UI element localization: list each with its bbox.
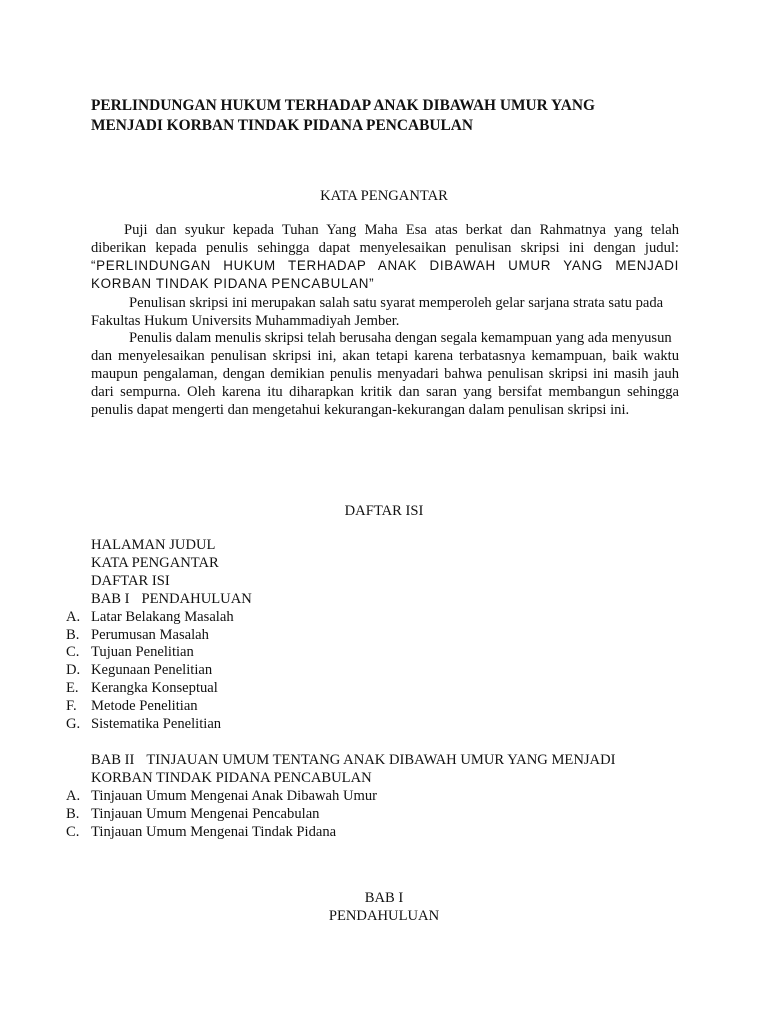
toc-subentry (66, 680, 706, 698)
chapter-heading-label: BAB I (364, 890, 404, 906)
paragraph-line: Penulis dalam menulis skripsi telah berusaha dengan segala kemampuan yang ada menyusun (129, 330, 672, 346)
paragraph-line: dan menyelesaikan penulisan skripsi ini, akan tetapi karena terbatasnya kemampuan, baik waktu (91, 348, 679, 364)
kata-pengantar-paragraph-1 (91, 221, 679, 293)
paragraph-line: KORBAN TINDAK PIDANA PENCABULAN” (91, 276, 375, 291)
table-of-contents-bab-2 (66, 752, 706, 842)
title-line: PERLINDUNGAN HUKUM TERHADAP ANAK DIBAWAH UMUR YANG (91, 97, 595, 114)
paragraph-line: Penulisan skripsi ini merupakan salah satu syarat memperoleh gelar sarjana strata satu pada (129, 295, 664, 311)
subentry-text: Tujuan Penelitian (91, 644, 194, 661)
list-marker: C. (66, 644, 80, 661)
daftar-isi-heading: DAFTAR ISI (344, 503, 424, 519)
subentry-text: Tinjauan Umum Mengenai Anak Dibawah Umur (91, 787, 378, 804)
kata-pengantar-paragraph-2 (91, 294, 679, 330)
subentry-text: Metode Penelitian (91, 698, 198, 715)
list-marker: B. (66, 626, 80, 643)
paragraph-line: Puji dan syukur kepada Tuhan Yang Maha Esa atas berkat dan Rahmatnya yang telah (124, 222, 679, 238)
toc-subentry (66, 716, 706, 734)
chapter-label: BAB I (91, 590, 130, 607)
toc-subentry (66, 662, 706, 680)
paragraph-line: dari sempurna. Oleh karena itu diharapkan kritik dan saran yang bersifat membangun sehingga (91, 384, 679, 400)
toc-subentry (66, 698, 706, 716)
list-marker: A. (66, 608, 81, 625)
document-title (91, 96, 691, 136)
subentry-text: Tinjauan Umum Mengenai Pencabulan (91, 805, 320, 822)
toc-entry: KATA PENGANTAR (91, 554, 219, 571)
kata-pengantar-heading: KATA PENGANTAR (320, 188, 448, 204)
kata-pengantar-paragraph-3 (91, 329, 679, 419)
toc-subentry (66, 824, 706, 842)
list-marker: G. (66, 716, 81, 733)
subentry-text: Kerangka Konseptual (91, 680, 218, 697)
paragraph-line: maupun pengalaman, dengan demikian penulis menyadari bahwa penulisan skripsi ini masih jauh (91, 366, 679, 382)
toc-subentry (66, 788, 706, 806)
subentry-text: Perumusan Masalah (91, 626, 209, 643)
list-marker: E. (66, 680, 79, 697)
toc-chapter (66, 591, 706, 609)
paragraph-line: penulis dapat mengerti dan mengetahui kekurangan-kekurangan dalam penulisan skripsi ini. (91, 402, 630, 418)
toc-subentry (66, 627, 706, 645)
table-of-contents (66, 537, 706, 734)
toc-subentry (66, 609, 706, 627)
subentry-text: Latar Belakang Masalah (91, 608, 234, 625)
chapter-title: TINJAUAN UMUM TENTANG ANAK DIBAWAH UMUR YANG MENJADI (146, 752, 616, 768)
list-marker: D. (66, 662, 81, 679)
chapter-heading-title: PENDAHULUAN (328, 908, 440, 924)
paragraph-line: Fakultas Hukum Universits Muhammadiyah Jember. (91, 313, 400, 329)
chapter-label: BAB II (91, 752, 135, 768)
toc-subentry (66, 644, 706, 662)
paragraph-line: “PERLINDUNGAN HUKUM TERHADAP ANAK DIBAWAH UMUR YANG MENJADI (91, 258, 679, 273)
subentry-text: Tinjauan Umum Mengenai Tindak Pidana (91, 823, 337, 840)
toc-subentry (66, 806, 706, 824)
toc-entry: DAFTAR ISI (91, 572, 170, 589)
chapter-title: PENDAHULUAN (141, 590, 252, 607)
list-marker: F. (66, 698, 77, 715)
subentry-text: Kegunaan Penelitian (91, 662, 213, 679)
toc-entry: HALAMAN JUDUL (91, 537, 216, 553)
list-marker: A. (66, 787, 81, 804)
chapter-heading (0, 889, 768, 925)
paragraph-line: diberikan kepada penulis sehingga dapat menyelesaikan penulisan skripsi ini dengan judul: (91, 240, 679, 256)
list-marker: C. (66, 823, 80, 840)
subentry-text: Sistematika Penelitian (91, 716, 222, 733)
toc-chapter (66, 752, 706, 770)
list-marker: B. (66, 805, 80, 822)
title-line: MENJADI KORBAN TINDAK PIDANA PENCABULAN (91, 117, 473, 134)
chapter-title-continued: KORBAN TINDAK PIDANA PENCABULAN (91, 769, 372, 786)
